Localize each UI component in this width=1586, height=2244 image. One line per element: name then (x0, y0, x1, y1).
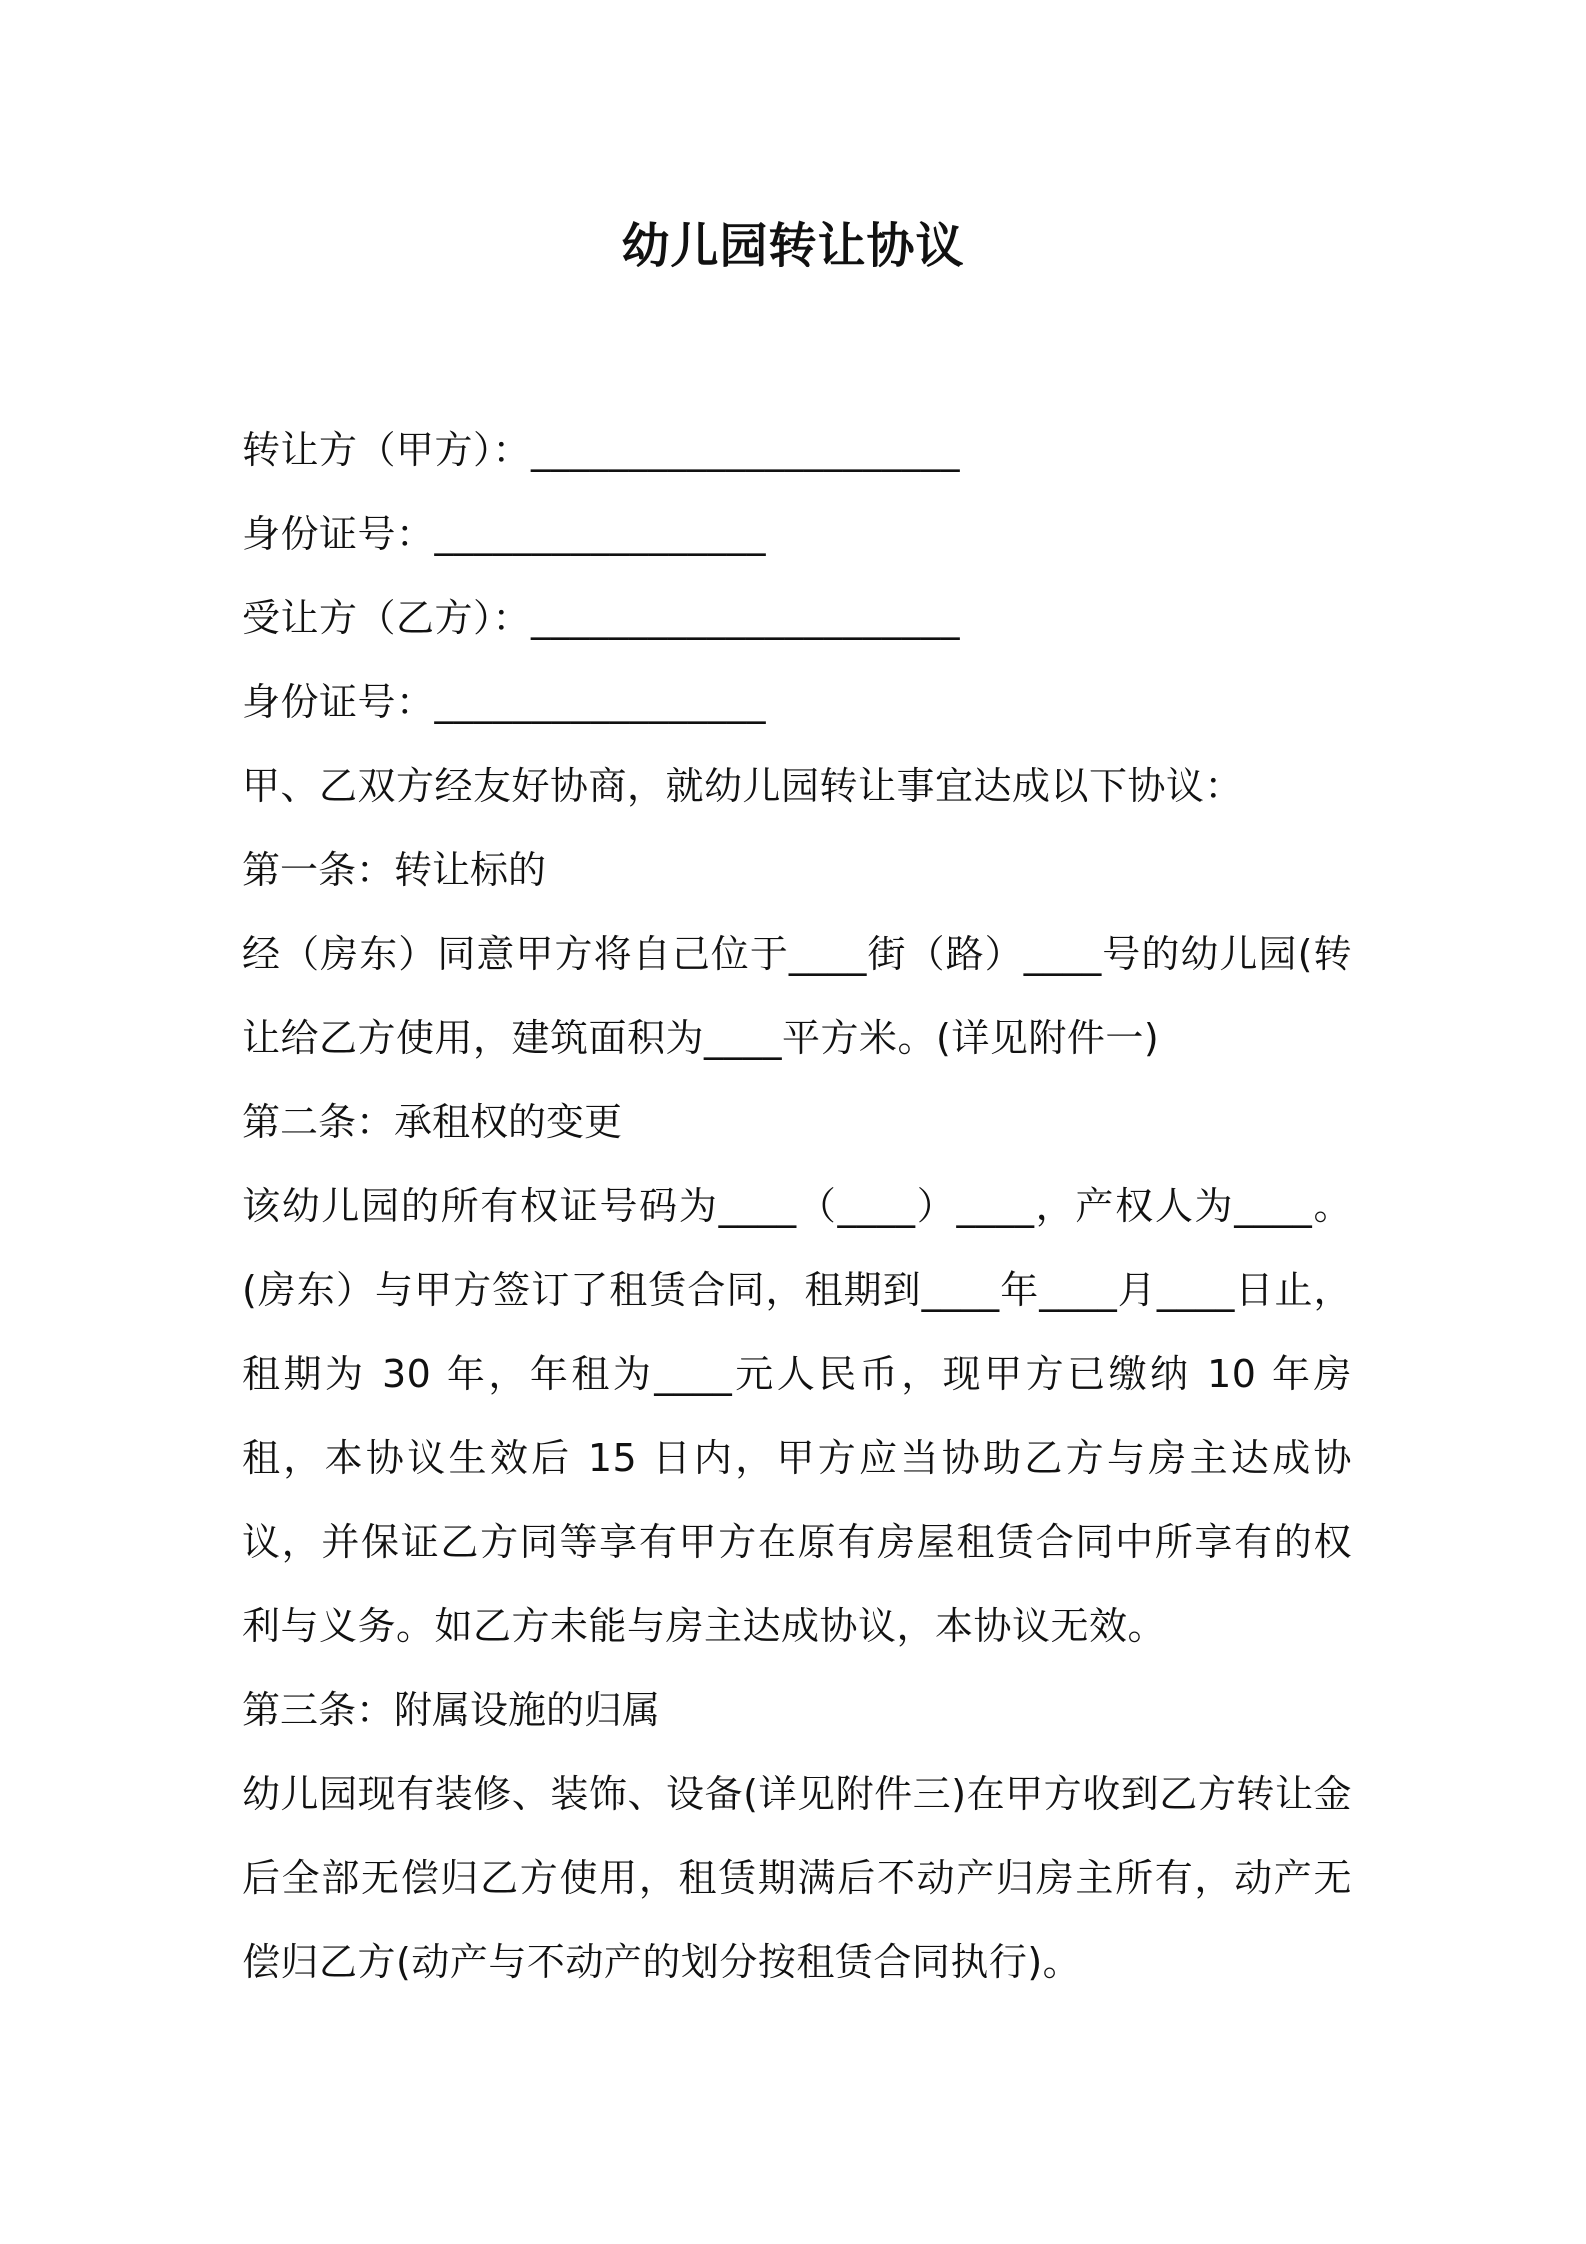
article-1-heading: 第一条：转让标的 (242, 848, 547, 892)
transferee-id-line: 身份证号：_________________ (242, 680, 767, 724)
document-title: 幼儿园转让协议 (621, 218, 965, 274)
article-1-text: 经（房东）同意甲方将自己位于____街（路）____号的幼儿园(转让给乙方使用，建筑面积为____平方米。(详见附件一) (242, 932, 1352, 1060)
transferee-line: 受让方（乙方）：______________________ (242, 596, 961, 640)
article-2-text: 该幼儿园的所有权证号码为____（____）____，产权人为____。(房东）与甲方签订了租赁合同，租期到____年____月____日止，租期为 30 年，年租为____元人民币，现甲方已缴纳 10 年房租，本协议生效后 15 日内，甲方应当协助乙方与房主达成协议，并保证乙方同等享有甲方在原有房屋租赁合同中所享有的权利与义务。如乙方未能与房主达成协议，本协议无效。 (242, 1184, 1352, 1648)
article-3-text: 幼儿园现有装修、装饰、设备(详见附件三)在甲方收到乙方转让金后全部无偿归乙方使用，租赁期满后不动产归房主所有，动产无偿归乙方(动产与不动产的划分按租赁合同执行)。 (242, 1772, 1352, 1984)
document-body (242, 408, 1352, 2004)
article-3-heading: 第三条：附属设施的归属 (242, 1688, 661, 1732)
transferor-line: 转让方（甲方）：______________________ (242, 428, 961, 472)
agreement-intro: 甲、乙双方经友好协商，就幼儿园转让事宜达成以下协议： (242, 764, 1244, 808)
transferor-id-line: 身份证号：_________________ (242, 512, 767, 556)
article-2-heading: 第二条：承租权的变更 (242, 1100, 623, 1144)
